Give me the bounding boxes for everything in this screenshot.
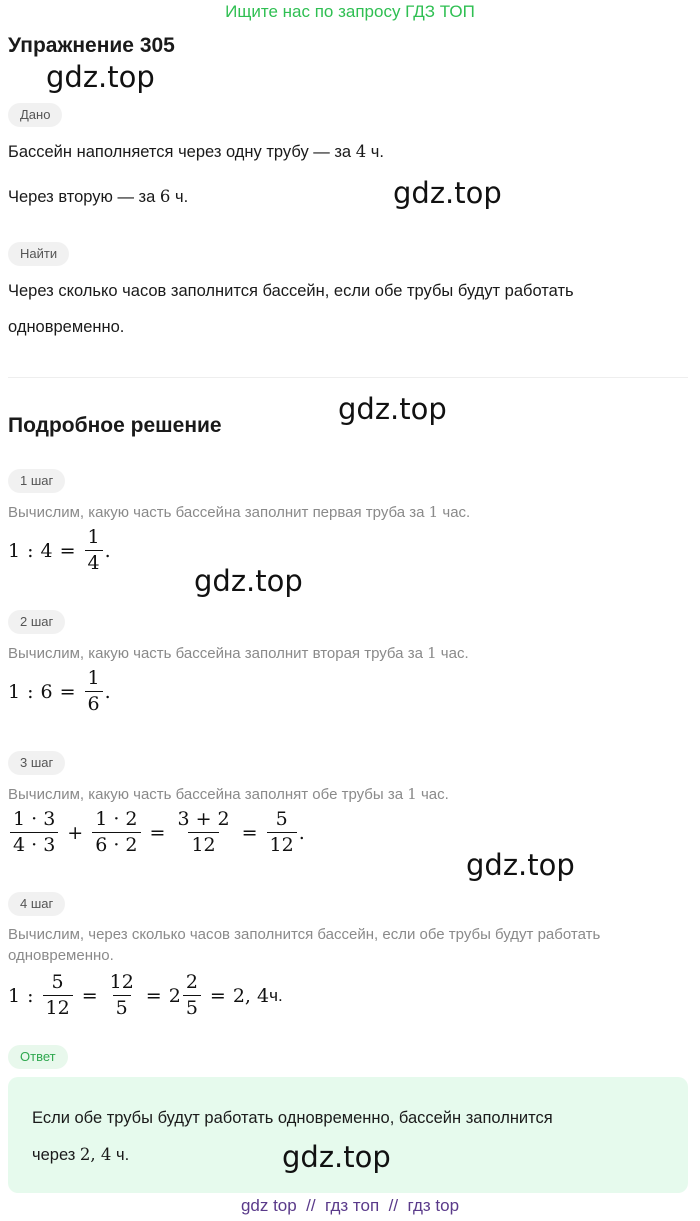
solution-heading: Подробное решение — [8, 414, 222, 437]
answer-line-2: через 2, 4 ч. — [32, 1145, 130, 1164]
answer-box — [8, 1077, 688, 1193]
step-4-text-2: одновременно. — [8, 947, 114, 964]
page-title: Упражнение 305 — [8, 34, 175, 57]
step-3-text: Вычислим, какую часть бассейна заполнят обе трубы за 1 час. — [8, 785, 449, 803]
find-line-1: Через сколько часов заполнится бассейн, если обе трубы будут работать — [8, 282, 574, 300]
watermark: gdz.top — [338, 392, 447, 426]
step-2-text: Вычислим, какую часть бассейна заполнит вторая труба за 1 час. — [8, 644, 469, 662]
step-1-text: Вычислим, какую часть бассейна заполнит первая труба за 1 час. — [8, 503, 471, 521]
find-label: Найти — [8, 242, 69, 266]
answer-label: Ответ — [8, 1045, 68, 1069]
step-4-formula: 1 : $\frac{5}{12}$ = $\frac{12}{5}$ = 2 $\frac{2}{5}$ = 2, 4 ч. — [8, 971, 283, 1019]
watermark: gdz.top — [194, 564, 303, 598]
step-3-formula: $\frac{1 \cdot 3}{4 \cdot 3}$ + $\frac{1 \cdot 2}{6 \cdot 2}$ = $\frac{3 + 2}{12}$ = $\frac{5}{12}$ . — [8, 810, 305, 855]
step-2-label: 2 шаг — [8, 610, 65, 634]
given-line-2: Через вторую — за 6 ч. — [8, 187, 189, 206]
step-3-label: 3 шаг — [8, 751, 65, 775]
promo-banner[interactable]: Ищите нас по запросу ГДЗ ТОП — [225, 2, 475, 21]
step-4-label: 4 шаг — [8, 892, 65, 916]
watermark: gdz.top — [46, 60, 155, 94]
step-2-formula: 1 : 6 = $\frac{1}{6}$ . — [8, 667, 111, 715]
find-line-2: одновременно. — [8, 318, 125, 336]
watermark: gdz.top — [466, 848, 575, 882]
step-4-text-1: Вычислим, через сколько часов заполнится бассейн, если обе трубы будут работать — [8, 926, 601, 943]
given-label: Дано — [8, 103, 62, 127]
section-divider — [8, 377, 688, 378]
watermark: gdz.top — [393, 176, 502, 210]
step-1-label: 1 шаг — [8, 469, 65, 493]
given-line-1: Бассейн наполняется через одну трубу — за 4 ч. — [8, 142, 384, 161]
answer-line-1: Если обе трубы будут работать одновременно, бассейн заполнится — [32, 1109, 553, 1127]
footer-links[interactable]: gdz top // гдз топ // гдз top — [240, 1196, 460, 1215]
step-1-formula: 1 : 4 = $\frac{1}{4}$ . — [8, 526, 111, 574]
watermark: gdz.top — [282, 1140, 391, 1174]
